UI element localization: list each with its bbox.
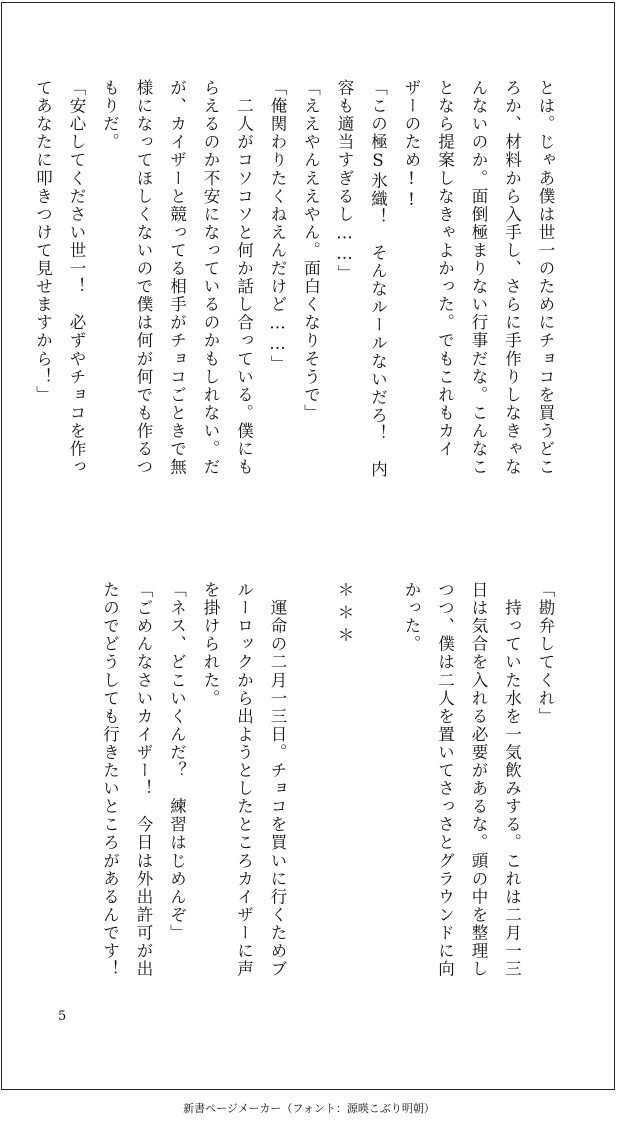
text-column: を掛けられた。 xyxy=(201,581,220,708)
text-column: つつ、僕は二人を置いてさっさとグラウンドに向 xyxy=(435,581,455,979)
text-column: とは。じゃあ僕は世一のためにチョコを買うどこ xyxy=(536,79,555,477)
text-column: となら提案しなきゃよかった。でもこれもカイ xyxy=(435,79,455,459)
footer-caption: 新書ページメーカー（フォント：源暎こぶり明朝） xyxy=(183,1102,435,1115)
book-page xyxy=(1,2,615,1090)
text-column: ルーロックから出ようとしたところカイザーに声 xyxy=(234,581,254,979)
text-column: ろか、材料から入手し、さらに手作りしなきゃな xyxy=(502,79,522,477)
text-block-upper xyxy=(26,79,562,551)
text-column: たのでどうしても行きたいところがあるんです！ xyxy=(100,581,120,979)
text-column: んないのか。面倒極まりない行事だな。こんなこ xyxy=(469,79,488,477)
text-column: らえるのか不安になっているのかもしれない。だ xyxy=(201,79,220,477)
text-column: が、カイザーと競ってる相手がチョコごときで無 xyxy=(167,79,187,477)
page-number: 5 xyxy=(58,1009,67,1024)
text-column: 日は気合を入れる必要があるな。頭の中を整理し xyxy=(469,581,488,979)
text-column: 「この極S氷織！ そんなルールないだろ！ 内 xyxy=(368,79,388,479)
text-block-lower xyxy=(93,581,562,991)
text-column: 様になってほしくないので僕は何が何でも作るつ xyxy=(134,79,153,477)
text-column: 「ごめんなさいカイザー！ 今日は外出許可が出 xyxy=(134,581,153,979)
text-column: 容も適当すぎるし……」 xyxy=(335,79,354,283)
text-column: 持っていた水を一気飲みする。これは二月一三 xyxy=(502,581,522,979)
text-column: 「俺関わりたくねえんだけど……」 xyxy=(268,79,287,373)
scene-separator: ＊＊＊ xyxy=(335,581,354,649)
text-column: 「ええやんええやん。面白くなりそうで」 xyxy=(301,79,321,422)
text-column: てあなたに叩きつけて見せますから！」 xyxy=(33,79,53,404)
text-column: 運命の二月一三日。チョコを買いに行くためブ xyxy=(268,581,287,979)
text-column: ザーのため!! xyxy=(402,79,421,211)
text-column: もりだ。 xyxy=(100,79,120,152)
text-column: 「勘弁してくれ」 xyxy=(536,581,555,726)
text-column: 二人がコソコソと何か話し合っている。僕にも xyxy=(234,79,254,477)
text-column: 「ネス、どこいくんだ？ 練習はじめんぞ」 xyxy=(167,581,187,942)
text-column: かった。 xyxy=(402,581,421,654)
text-column: 「安心してください世一！ 必ずやチョコを作っ xyxy=(67,79,86,477)
